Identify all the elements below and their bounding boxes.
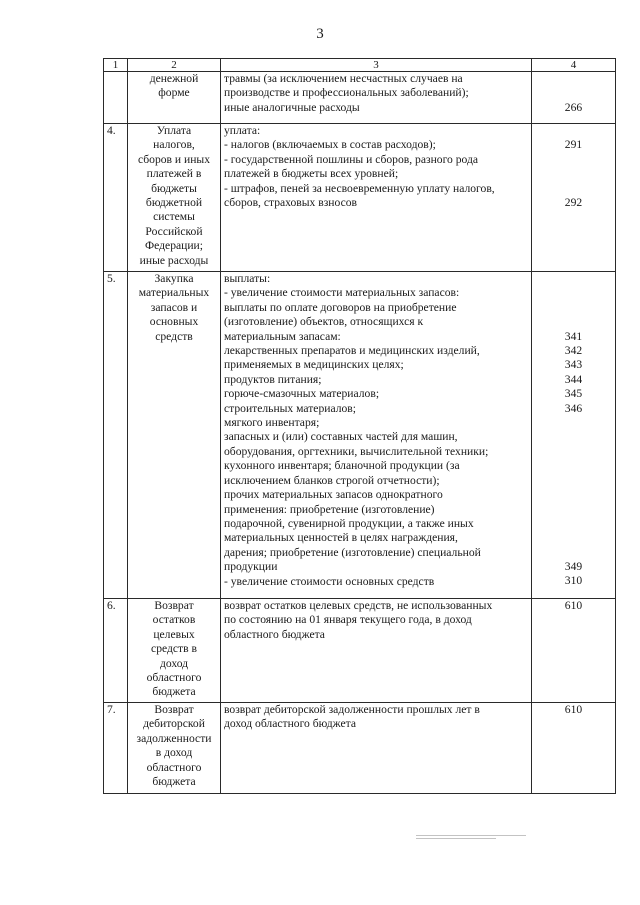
description-line: производстве и профессиональных заболеваний); bbox=[224, 86, 469, 100]
name-line: остатков bbox=[152, 613, 196, 627]
name-line: иные расходы bbox=[139, 253, 209, 267]
name-line: бюджеты bbox=[151, 181, 197, 195]
row-number: 7. bbox=[104, 703, 128, 794]
kosgu-code: 610 bbox=[564, 703, 583, 716]
description-line: строительных материалов; bbox=[224, 401, 356, 415]
header-col-4: 4 bbox=[532, 59, 616, 72]
name-line: системы bbox=[153, 210, 195, 224]
name-line: дебиторской bbox=[143, 717, 205, 731]
name-line: основных bbox=[149, 315, 199, 329]
table-row bbox=[104, 124, 616, 272]
page-number: 3 bbox=[316, 26, 324, 42]
kosgu-code: 310 bbox=[564, 574, 583, 588]
name-line: Закупка bbox=[154, 272, 194, 285]
name-line: Федерации; bbox=[145, 239, 203, 253]
budget-table bbox=[103, 58, 616, 794]
header-row bbox=[104, 59, 616, 72]
description-line: дарения; приобретение (изготовление) специальной bbox=[224, 545, 481, 559]
name-line: доход bbox=[159, 656, 189, 670]
description-line: мягкого инвентаря; bbox=[224, 416, 320, 430]
row-number: 4. bbox=[104, 124, 128, 272]
name-line: налогов, bbox=[153, 138, 195, 152]
row-description bbox=[221, 272, 532, 599]
kosgu-code: 344 bbox=[564, 372, 583, 386]
table-row bbox=[104, 599, 616, 703]
description-line: - увеличение стоимости основных средств bbox=[224, 574, 435, 588]
description-line: применяемых в медицинских целях; bbox=[224, 358, 404, 372]
table-row bbox=[104, 703, 616, 794]
name-line: форме bbox=[158, 86, 190, 100]
header-col-2: 2 bbox=[128, 59, 221, 72]
description-line: уплата: bbox=[224, 124, 261, 137]
table-row bbox=[104, 72, 616, 124]
row-codes bbox=[532, 599, 616, 703]
description-line: подарочной, сувенирной продукции, а также иных bbox=[224, 516, 474, 530]
row-number bbox=[104, 72, 128, 124]
name-line: в доход bbox=[155, 746, 193, 760]
description-line: возврат дебиторской задолженности прошлых лет в bbox=[224, 703, 480, 716]
name-line: Российской bbox=[145, 224, 203, 238]
name-line: задолженности bbox=[136, 731, 212, 745]
kosgu-code: 291 bbox=[564, 138, 583, 152]
description-line: применения: приобретение (изготовление) bbox=[224, 502, 435, 516]
description-line: продукции bbox=[224, 560, 278, 574]
description-line: платежей в бюджеты всех уровней; bbox=[224, 167, 399, 181]
kosgu-code: 266 bbox=[564, 100, 583, 114]
description-line: по состоянию на 01 января текущего года, в доход bbox=[224, 613, 472, 627]
kosgu-code: 342 bbox=[564, 344, 583, 357]
description-line: областного бюджета bbox=[224, 627, 325, 641]
name-line: Возврат bbox=[154, 703, 194, 716]
description-line: выплаты по оплате договоров на приобретение bbox=[224, 300, 457, 314]
description-line: - штрафов, пеней за несвоевременную уплату налогов, bbox=[224, 181, 495, 195]
stamp-mark bbox=[416, 835, 536, 859]
description-line: кухонного инвентаря; бланочной продукции (за bbox=[224, 459, 460, 473]
description-line: доход областного бюджета bbox=[224, 717, 356, 731]
row-name bbox=[128, 272, 221, 599]
row-codes bbox=[532, 703, 616, 794]
name-line: областного bbox=[146, 760, 202, 774]
description-line: иные аналогичные расходы bbox=[224, 100, 360, 114]
kosgu-code: 610 bbox=[564, 599, 583, 612]
kosgu-code: 341 bbox=[564, 329, 583, 343]
description-line: материальных ценностей в целях награждения, bbox=[224, 531, 458, 545]
description-line: прочих материальных запасов однократного bbox=[224, 488, 443, 502]
name-line: платежей в bbox=[146, 167, 202, 181]
name-line: денежной bbox=[149, 72, 199, 85]
name-line: целевых bbox=[153, 627, 195, 641]
table-row bbox=[104, 272, 616, 599]
description-line: - налогов (включаемых в состав расходов); bbox=[224, 138, 436, 152]
description-line: горюче-смазочных материалов; bbox=[224, 387, 380, 401]
kosgu-code: 349 bbox=[564, 560, 583, 573]
name-line: бюджета bbox=[152, 685, 196, 699]
description-line: лекарственных препаратов и медицинских изделий, bbox=[224, 344, 480, 358]
kosgu-code: 346 bbox=[564, 401, 583, 415]
kosgu-code: 343 bbox=[564, 358, 583, 372]
name-line: Уплата bbox=[156, 124, 192, 137]
kosgu-code: 345 bbox=[564, 387, 583, 401]
row-description bbox=[221, 599, 532, 703]
kosgu-code: 292 bbox=[564, 196, 583, 209]
row-codes bbox=[532, 124, 616, 272]
description-line: травмы (за исключением несчастных случаев на bbox=[224, 72, 463, 85]
description-line: продуктов питания; bbox=[224, 372, 322, 386]
description-line: сборов, страховых взносов bbox=[224, 196, 358, 210]
name-line: средств в bbox=[151, 642, 197, 656]
description-line: - увеличение стоимости материальных запасов: bbox=[224, 286, 460, 300]
name-line: сборов и иных bbox=[137, 152, 211, 166]
description-line: оборудования, оргтехники, вычислительной техники; bbox=[224, 444, 489, 458]
row-number: 6. bbox=[104, 599, 128, 703]
row-description bbox=[221, 124, 532, 272]
name-line: средств bbox=[155, 329, 193, 343]
table-body bbox=[104, 72, 616, 794]
description-line: - государственной пошлины и сборов, разного рода bbox=[224, 152, 479, 166]
name-line: материальных bbox=[138, 286, 210, 300]
row-number: 5. bbox=[104, 272, 128, 599]
description-line: (изготовление) объектов, относящихся к bbox=[224, 315, 424, 329]
name-line: бюджета bbox=[152, 775, 196, 789]
description-line: выплаты: bbox=[224, 272, 271, 285]
row-name bbox=[128, 599, 221, 703]
row-name bbox=[128, 124, 221, 272]
description-line: материальным запасам: bbox=[224, 329, 341, 343]
row-codes bbox=[532, 72, 616, 124]
name-line: областного bbox=[146, 671, 202, 685]
row-description bbox=[221, 72, 532, 124]
row-codes bbox=[532, 272, 616, 599]
name-line: бюджетной bbox=[145, 196, 203, 210]
name-line: Возврат bbox=[154, 599, 194, 612]
description-line: запасных и (или) составных частей для машин, bbox=[224, 430, 458, 444]
header-col-1: 1 bbox=[104, 59, 128, 72]
row-name bbox=[128, 72, 221, 124]
description-line: возврат остатков целевых средств, не использованных bbox=[224, 599, 493, 612]
row-name bbox=[128, 703, 221, 794]
description-line: исключением бланков строгой отчетности); bbox=[224, 473, 440, 487]
header-col-3: 3 bbox=[221, 59, 532, 72]
row-description bbox=[221, 703, 532, 794]
name-line: запасов и bbox=[150, 300, 198, 314]
